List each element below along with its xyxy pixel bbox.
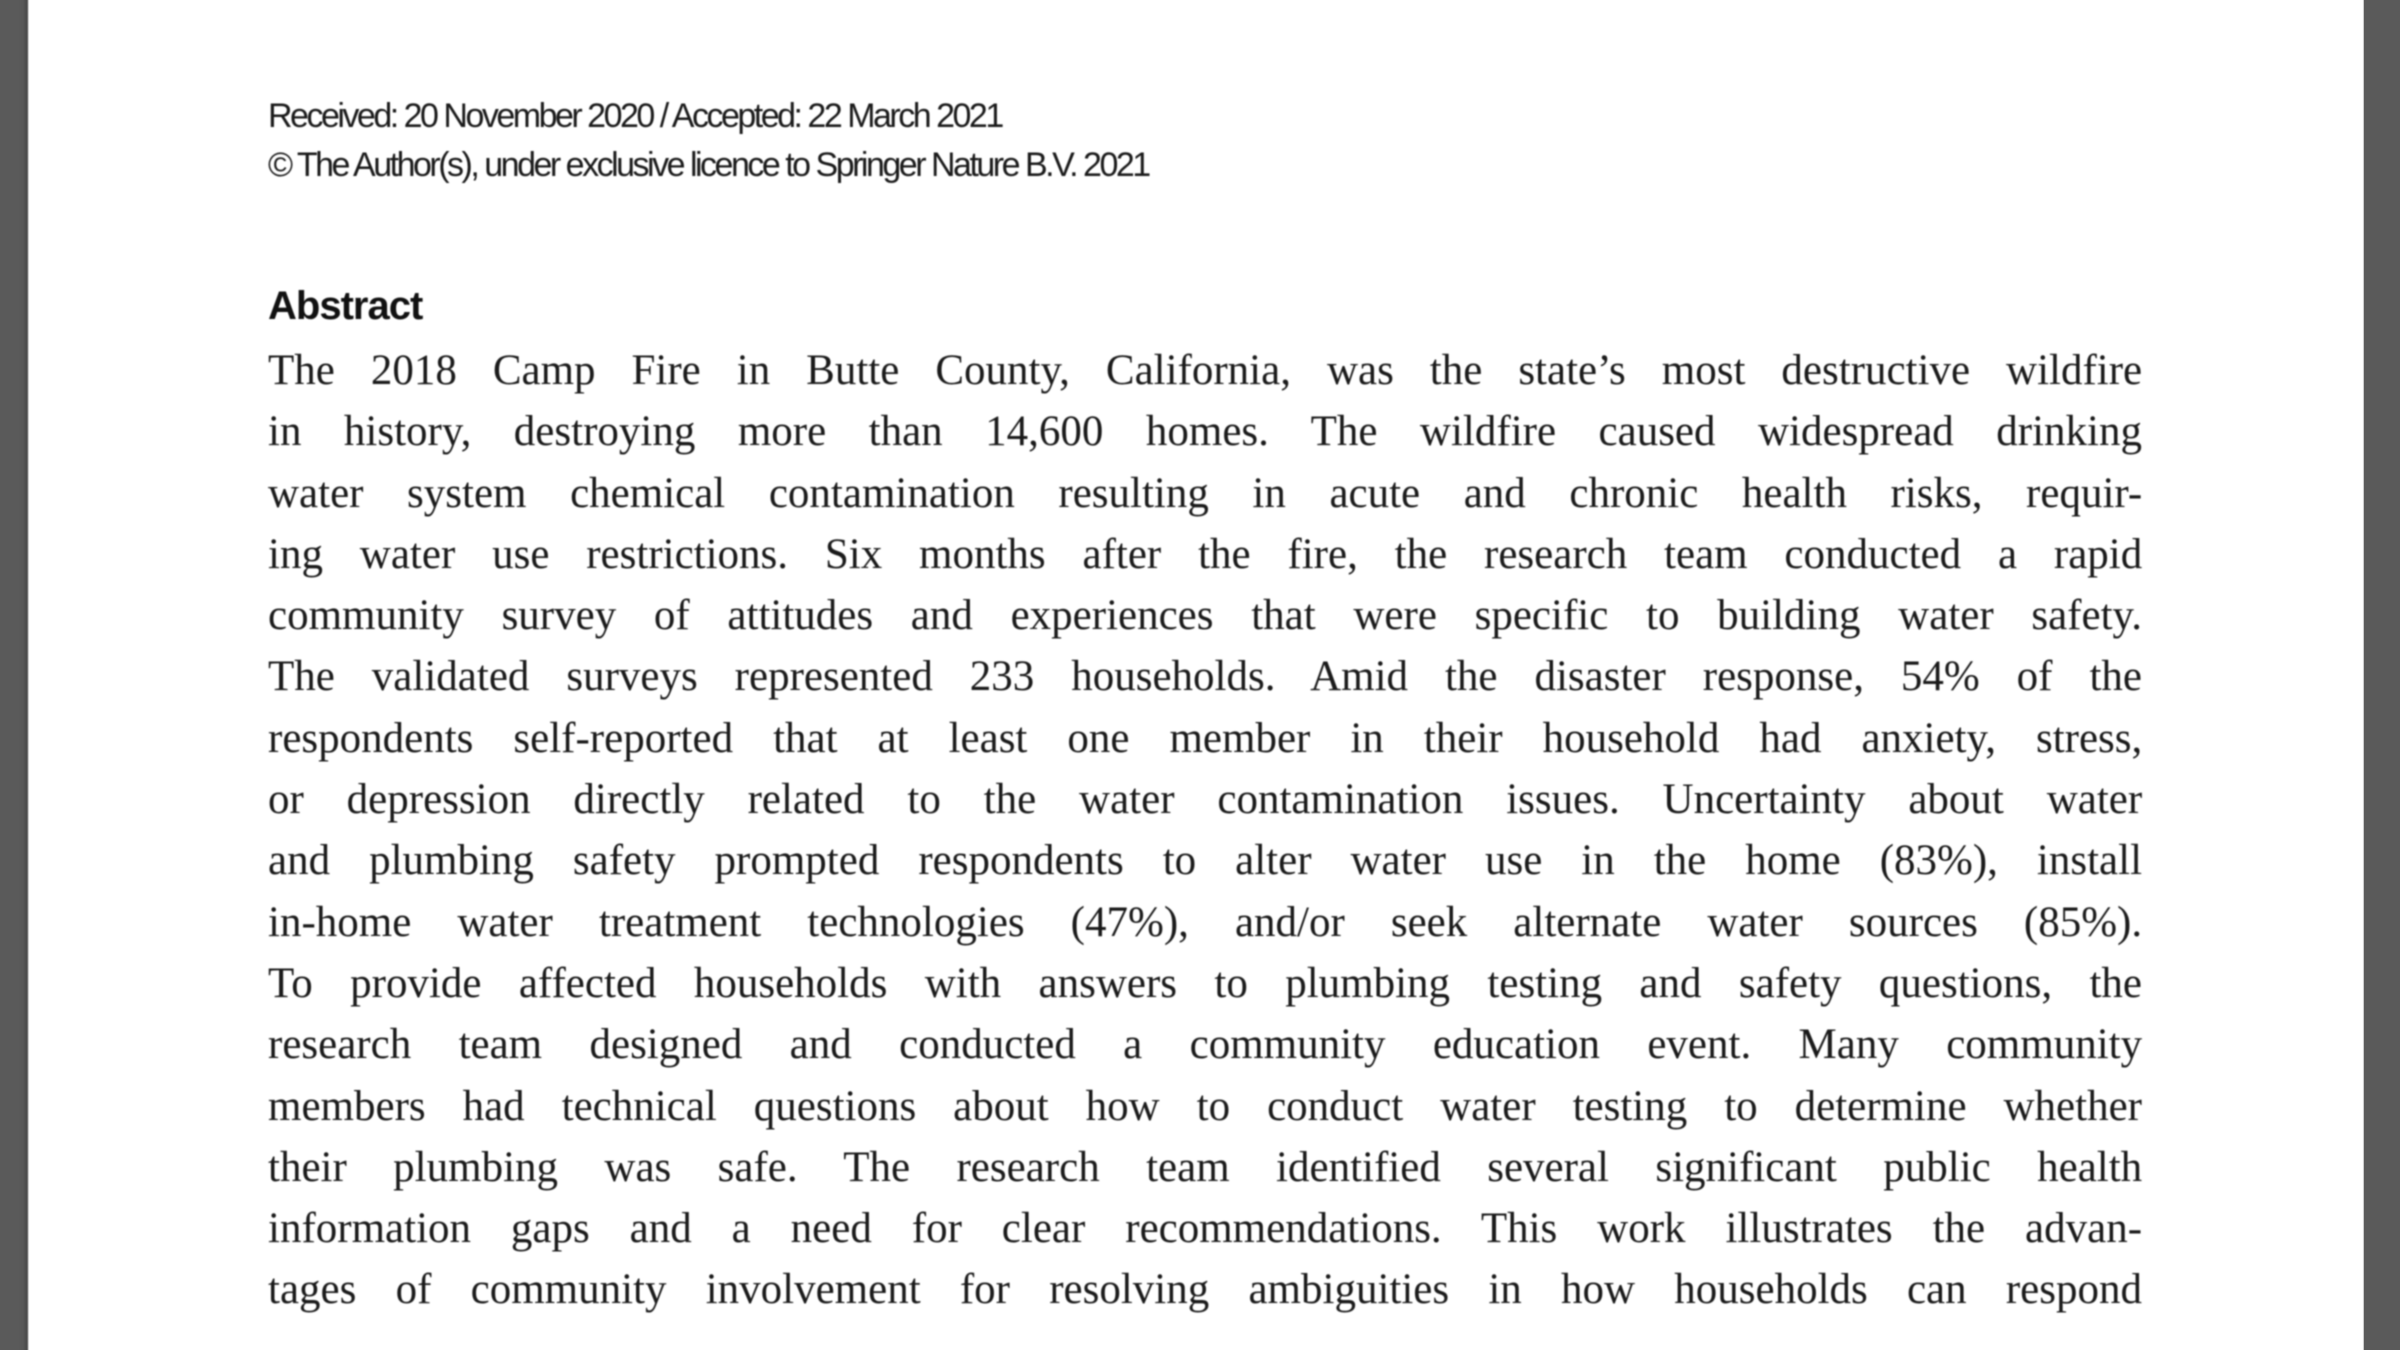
abstract-line: community survey of attitudes and experiences that were specific to building water safety.: [268, 592, 2142, 640]
viewer-left-margin: [0, 0, 28, 1350]
abstract-line: The validated surveys represented 233 households. Amid the disaster response, 54% of the: [268, 653, 2142, 701]
abstract-line: and plumbing safety prompted respondents to alter water use in the home (83%), install: [268, 837, 2142, 885]
abstract-line: ing water use restrictions. Six months after the fire, the research team conducted a rapid: [268, 530, 2142, 578]
abstract-line: information gaps and a need for clear recommendations. This work illustrates the advan-: [268, 1205, 2142, 1253]
abstract-body: [268, 340, 2142, 1321]
abstract-line: in history, destroying more than 14,600 homes. The wildfire caused widespread drinking: [268, 408, 2142, 456]
abstract-line: or depression directly related to the water contamination issues. Uncertainty about water: [268, 776, 2142, 824]
copyright-notice: © The Author(s), under exclusive licence to Springer Nature B.V. 2021: [268, 146, 1149, 184]
abstract-line: research team designed and conducted a community education event. Many community: [268, 1021, 2142, 1069]
abstract-line: respondents self-reported that at least one member in their household had anxiety, stress,: [268, 714, 2142, 762]
abstract-line: their plumbing was safe. The research team identified several significant public health: [268, 1143, 2142, 1191]
received-accepted-dates: Received: 20 November 2020 / Accepted: 22 March 2021: [268, 97, 1002, 135]
viewer-right-margin: [2364, 0, 2400, 1350]
abstract-line: in-home water treatment technologies (47%), and/or seek alternate water sources (85%).: [268, 898, 2142, 946]
abstract-line: members had technical questions about how to conduct water testing to determine whether: [268, 1082, 2142, 1130]
pdf-page: [28, 0, 2364, 1350]
abstract-line: tages of community involvement for resolving ambiguities in how households can respond: [268, 1266, 2142, 1314]
article-metadata: [268, 92, 1149, 190]
abstract-line: To provide affected households with answers to plumbing testing and safety questions, the: [268, 959, 2142, 1007]
abstract-line: The 2018 Camp Fire in Butte County, California, was the state’s most destructive wildfire: [268, 347, 2142, 394]
abstract-line: water system chemical contamination resulting in acute and chronic health risks, requir-: [268, 469, 2142, 517]
abstract-heading: Abstract: [268, 284, 423, 328]
